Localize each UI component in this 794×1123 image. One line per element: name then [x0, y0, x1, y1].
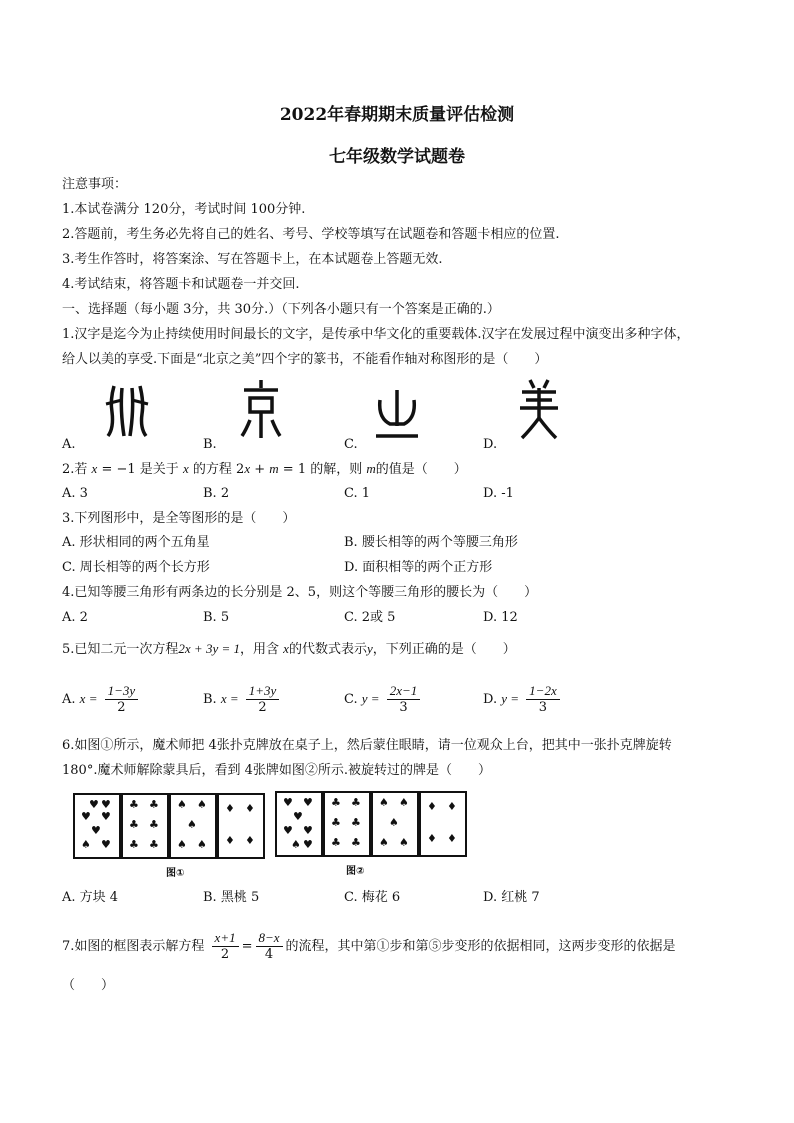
option-a: A. 形状相同的两个五角星: [62, 535, 210, 550]
note-item: 3.考生作答时，将答案涂、写在答题卡上，在本试题卷上答题无效.: [62, 252, 443, 267]
question-2-stem: 2.若 x = −1 是关于 x 的方程 2x + m = 1 的解，则 m的值是（ ）: [62, 461, 467, 477]
seal-character-jing: [238, 378, 284, 442]
option-b: B. 腰长相等的两个等腰三角形: [344, 535, 518, 550]
playing-card-spades-5: ♠ ♠ ♠ ♠ ♠: [371, 791, 419, 857]
option-a: A. 2: [62, 610, 88, 625]
option-c: C. 周长相等的两个长方形: [62, 560, 210, 575]
option-b: B.: [203, 437, 217, 452]
figure-2-label: 图②: [346, 866, 365, 877]
option-a: A. 方块 4: [62, 890, 119, 905]
playing-card-hearts-7: ♥ ♥ ♥ ♥ ♥ ♠ ♥: [73, 793, 121, 859]
option-a: A.: [62, 437, 76, 452]
figure-1-label: 图①: [166, 868, 185, 879]
exam-title: 2022年春期期末质量评估检测: [279, 105, 515, 125]
note-item: 4.考试结束，将答题卡和试题卷一并交回.: [62, 277, 300, 292]
section-heading: 一、选择题（每小题 3分，共 30分.）（下列各小题只有一个答案是正确的.）: [62, 302, 500, 317]
option-b: B. 黑桃 5: [203, 890, 260, 905]
option-c: C. y = $\frac{2x-1}{3}$: [344, 683, 423, 716]
question-5-stem: 5.已知二元一次方程2x + 3y = 1，用含 x的代数式表示y，下列正确的是（ ）: [62, 641, 516, 657]
option-a: A. 3: [62, 486, 88, 501]
question-4-stem: 4.已知等腰三角形有两条边的长分别是 2、5，则这个等腰三角形的腰长为（ ）: [62, 585, 538, 600]
seal-character-zhi: [374, 386, 420, 442]
question-3-stem: 3.下列图形中，是全等图形的是（ ）: [62, 511, 296, 526]
option-c: C. 1: [344, 486, 371, 501]
question-6-stem-line2: 180°.魔术师解除蒙具后，看到 4张牌如图②所示.被旋转过的牌是（ ）: [62, 763, 491, 778]
playing-card-diamonds-4: ♦ ♦ ♦ ♦: [217, 793, 265, 859]
notes-heading: 注意事项：: [62, 177, 128, 192]
question-1-stem-line1: 1.汉字是迄今为止持续使用时间最长的文字，是传承中华文化的重要载体.汉字在发展过程中演变出多种字体，: [62, 327, 690, 342]
note-item: 2.答题前，考生务必先将自己的姓名、考号、学校等填写在试题卷和答题卡相应的位置.: [62, 227, 560, 242]
option-c: C.: [344, 437, 358, 452]
playing-card-diamonds-4: ♦ ♦ ♦ ♦: [419, 791, 467, 857]
option-b: B. 5: [203, 610, 230, 625]
question-7-answer-bracket: （ ）: [62, 978, 115, 993]
option-d: D. 12: [483, 610, 518, 625]
question-6-stem-line1: 6.如图①所示，魔术师把 4张扑克牌放在桌子上，然后蒙住眼睛，请一位观众上台，把其中一张扑克牌旋转: [62, 738, 672, 753]
option-b: B. x = $\frac{1+3y}{2}$: [203, 683, 282, 716]
playing-card-clubs-6: ♣ ♣ ♣ ♣ ♣ ♣: [323, 791, 371, 857]
question-1-stem-line2: 给人以美的享受.下面是“北京之美”四个字的篆书，不能看作轴对称图形的是（ ）: [62, 352, 548, 367]
exam-subtitle: 七年级数学试题卷: [329, 147, 465, 167]
option-d: D. y = $\frac{1-2x}{3}$: [483, 683, 563, 716]
playing-card-hearts-7-rotated: ♥ ♥ ♥ ♥ ♥ ♠ ♥: [275, 791, 323, 857]
option-c: C. 2或 5: [344, 610, 396, 625]
note-item: 1.本试卷满分 120分，考试时间 100分钟.: [62, 202, 306, 217]
seal-character-mei: [516, 378, 562, 442]
playing-card-spades-5: ♠ ♠ ♠ ♠ ♠: [169, 793, 217, 859]
option-d: D. 红桃 7: [483, 890, 540, 905]
option-d: D.: [483, 437, 498, 452]
option-a: A. x = $\frac{1-3y}{2}$: [62, 683, 141, 716]
seal-character-bei: [104, 380, 150, 440]
playing-card-clubs-6: ♣ ♣ ♣ ♣ ♣ ♣: [121, 793, 169, 859]
option-c: C. 梅花 6: [344, 890, 401, 905]
option-b: B. 2: [203, 486, 230, 501]
question-7-stem: 7.如图的框图表示解方程 $\frac{x+1}{2}$ = $\frac{8-x}{4}$ 的流程，其中第①步和第⑤步变形的依据相同，这两步变形的依据是: [62, 930, 676, 962]
option-d: D. 面积相等的两个正方形: [344, 560, 493, 575]
option-d: D. -1: [483, 486, 514, 501]
